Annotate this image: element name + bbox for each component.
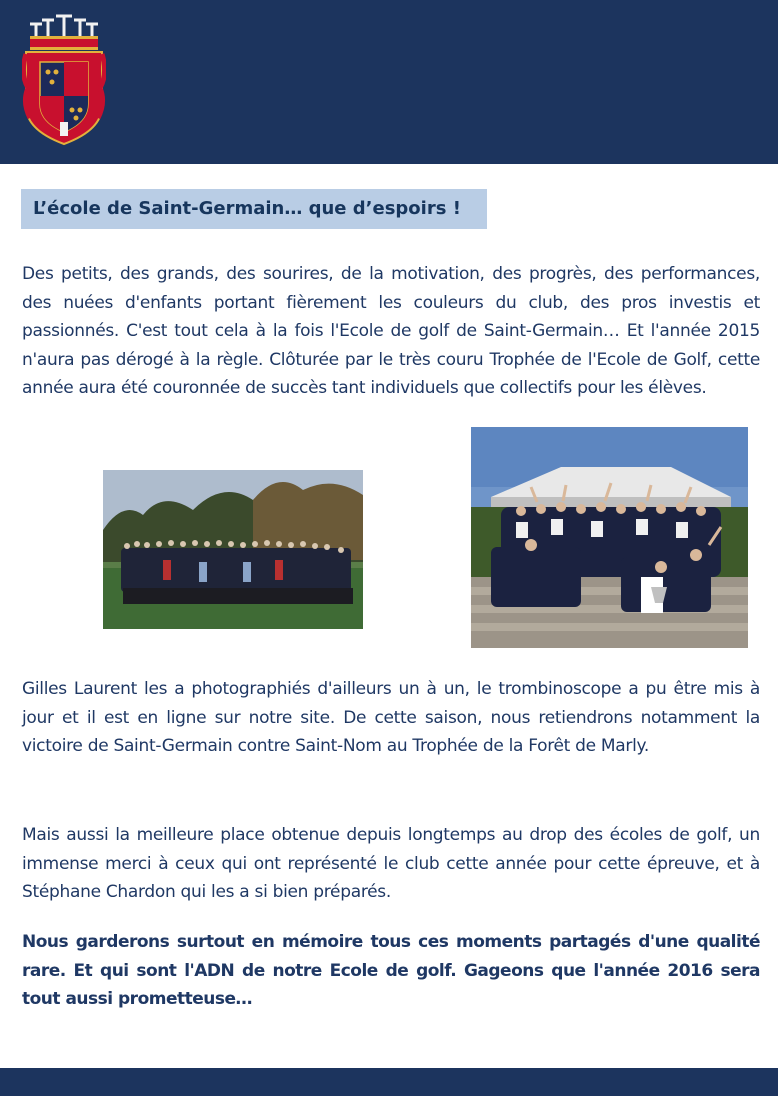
group-photo-golf-course	[103, 470, 363, 629]
group-photo-stairs	[471, 427, 748, 648]
closing-paragraph: Nous garderons surtout en mémoire tous ces moments partagés d'une qualité rare. Et qui sont l'ADN de notre Ecole de golf. Gageons que l'année 2016 sera tout aussi prometteuse…	[22, 932, 760, 1010]
footer-band	[0, 1068, 778, 1096]
coat-of-arms-icon	[22, 14, 106, 146]
article-title: L’école de Saint-Germain… que d’espoirs !	[33, 198, 461, 219]
drop-ecoles-paragraph: Mais aussi la meilleure place obtenue depuis longtemps au drop des écoles de golf, un immense merci à ceux qui ont représenté le club cette année pour cette épreuve, et à Stéphane Chardon qui les a si bien préparés.	[22, 825, 760, 903]
intro-paragraph: Des petits, des grands, des sourires, de la motivation, des progrès, des performances, des nuées d'enfants portant fièrement les couleurs du club, des pros investis et passionnés. C'est tout cela à la fois l'Ecole de golf de Saint-Germain… Et l'année 2015 n'aura pas dérogé à la règle. Clôturée par le très couru Trophée de l'Ecole de Golf, cette année aura été couronnée de succès tant individuels que collectifs pour les élèves.	[22, 264, 760, 399]
trombinoscope-paragraph: Gilles Laurent les a photographiés d'ailleurs un à un, le trombinoscope a pu être mis à jour et il est en ligne sur notre site. De cette saison, nous retiendrons notamment la victoire de Saint-Germain contre Saint-Nom au Trophée de la Forêt de Marly.	[22, 679, 760, 757]
article-title-band	[21, 189, 487, 229]
header-banner	[0, 0, 778, 164]
